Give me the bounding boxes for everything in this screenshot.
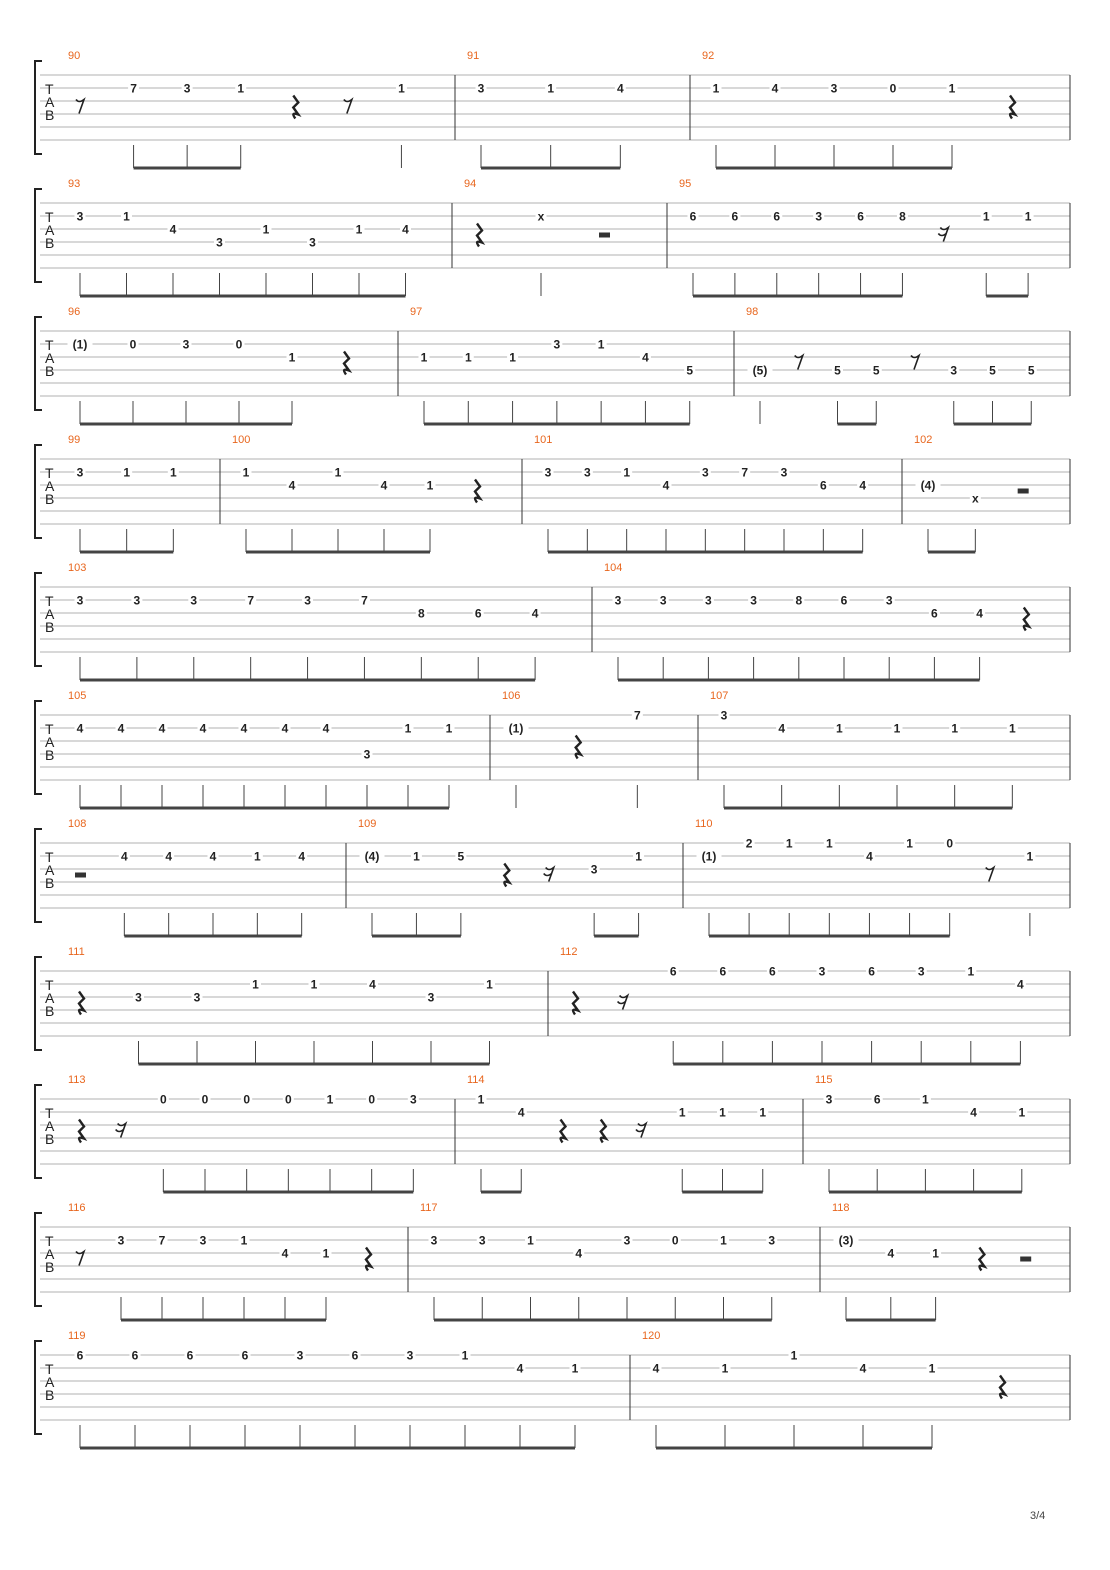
fret-number: 3 <box>477 81 485 96</box>
measure-number: 103 <box>68 562 87 574</box>
fret-number: 6 <box>351 1348 359 1363</box>
fret-number: 8 <box>795 593 803 608</box>
fret-number: 3 <box>304 593 311 608</box>
fret-number: 4 <box>1017 977 1024 992</box>
fret-number: 4 <box>970 1105 977 1120</box>
fret-number: 5 <box>872 363 880 378</box>
fret-number: 4 <box>281 1246 289 1261</box>
fret-number: 0 <box>671 1233 679 1248</box>
measure-number: 105 <box>68 690 87 702</box>
fret-number: 3 <box>199 1233 207 1248</box>
fret-number: 4 <box>380 478 388 493</box>
fret-number: 4 <box>322 721 330 736</box>
tab-clef-letter: A <box>45 606 55 622</box>
fret-number: 3 <box>135 990 142 1005</box>
measure-number: 91 <box>467 50 480 62</box>
fret-number: 1 <box>951 721 959 736</box>
measure-number: 90 <box>68 50 81 62</box>
fret-number: 1 <box>310 977 318 992</box>
measure-number: 118 <box>832 1202 850 1214</box>
fret-number: 1 <box>790 1348 798 1363</box>
fret-number: 3 <box>623 1233 631 1248</box>
fret-number: 1 <box>509 350 516 365</box>
measure-number: 108 <box>68 818 87 830</box>
fret-number: 0 <box>946 836 954 851</box>
fret-number: 0 <box>889 81 897 96</box>
measure-number: 92 <box>702 50 715 62</box>
fret-number: 3 <box>478 1233 486 1248</box>
tab-clef-letter: A <box>45 1246 55 1262</box>
fret-number: 1 <box>678 1105 686 1120</box>
measure-number: 99 <box>68 434 81 446</box>
eighth-rest <box>911 356 919 370</box>
fret-number: 8 <box>417 606 425 621</box>
half-rest <box>75 873 86 878</box>
fret-number: 4 <box>209 849 217 864</box>
fret-number: (1) <box>508 721 524 736</box>
fret-number: 8 <box>899 209 906 224</box>
quarter-rest <box>561 1120 566 1143</box>
measure-number: 106 <box>502 690 521 702</box>
fret-number: 3 <box>182 337 190 352</box>
tab-clef-letter: B <box>45 619 55 635</box>
measure-number: 101 <box>534 434 553 446</box>
fret-number: 3 <box>430 1233 438 1248</box>
quarter-rest <box>573 992 578 1015</box>
quarter-rest <box>504 864 509 887</box>
fret-number: 6 <box>773 209 781 224</box>
fret-number: 6 <box>131 1348 139 1363</box>
measure-number: 111 <box>68 946 85 958</box>
fret-number: 6 <box>719 964 727 979</box>
fret-number: 1 <box>922 1092 929 1107</box>
fret-number: 4 <box>531 606 539 621</box>
quarter-rest <box>79 1120 84 1143</box>
half-rest <box>1020 1257 1031 1262</box>
fret-number: 4 <box>169 222 177 237</box>
fret-number: 6 <box>186 1348 194 1363</box>
fret-number: 4 <box>662 478 670 493</box>
fret-number: 4 <box>771 81 779 96</box>
fret-number: 1 <box>404 721 412 736</box>
fret-number: 3 <box>76 593 84 608</box>
fret-number: 7 <box>158 1233 166 1248</box>
measure-number: 110 <box>695 818 713 830</box>
tab-clef-letter: B <box>45 747 55 763</box>
fret-number: 4 <box>642 350 649 365</box>
fret-number: 1 <box>906 836 913 851</box>
fret-number: 3 <box>750 593 757 608</box>
fret-number: 1 <box>237 81 245 96</box>
fret-number: 1 <box>712 81 720 96</box>
fret-number: 1 <box>464 350 472 365</box>
fret-number: 1 <box>240 1233 248 1248</box>
fret-number: 1 <box>835 721 843 736</box>
fret-number: 1 <box>527 1233 534 1248</box>
tab-clef-letter: T <box>45 209 54 225</box>
tab-clef-letter: A <box>45 862 55 878</box>
sixteenth-rest-flag <box>116 1130 124 1132</box>
fret-number: 1 <box>355 222 363 237</box>
fret-number: 3 <box>720 708 728 723</box>
fret-number: 1 <box>445 721 453 736</box>
tab-clef-letter: B <box>45 235 55 251</box>
fret-number: 1 <box>461 1348 469 1363</box>
fret-number: 4 <box>281 721 289 736</box>
tab-clef-letter: T <box>45 977 54 993</box>
fret-number: 4 <box>298 849 306 864</box>
fret-number: 0 <box>243 1092 251 1107</box>
fret-number: x <box>537 209 545 224</box>
fret-number: 3 <box>590 862 598 877</box>
fret-number: 1 <box>967 964 975 979</box>
fret-number: 6 <box>241 1348 249 1363</box>
fret-number: 3 <box>76 209 84 224</box>
fret-number: 3 <box>659 593 667 608</box>
fret-number: 1 <box>477 1092 485 1107</box>
fret-number: 3 <box>780 465 788 480</box>
fret-number: 3 <box>544 465 552 480</box>
fret-number: 3 <box>583 465 591 480</box>
fret-number: 2 <box>745 836 753 851</box>
fret-number: 5 <box>457 849 465 864</box>
quarter-rest <box>1000 1376 1005 1399</box>
fret-number: 5 <box>989 363 996 378</box>
fret-number: 3 <box>296 1348 304 1363</box>
fret-number: 0 <box>129 337 137 352</box>
fret-number: (4) <box>920 478 936 493</box>
fret-number: 3 <box>768 1233 776 1248</box>
fret-number: 0 <box>368 1092 376 1107</box>
fret-number: 1 <box>262 222 270 237</box>
fret-number: 5 <box>834 363 841 378</box>
fret-number: 6 <box>474 606 482 621</box>
eighth-rest <box>344 100 352 114</box>
fret-number: x <box>971 491 979 506</box>
fret-number: 1 <box>326 1092 334 1107</box>
fret-number: 6 <box>840 593 848 608</box>
tab-clef-letter: T <box>45 721 54 737</box>
fret-number: 4 <box>866 849 873 864</box>
quarter-rest <box>366 1248 371 1271</box>
measure-number: 95 <box>679 178 692 190</box>
fret-number: 1 <box>334 465 342 480</box>
tab-clef-letter: T <box>45 1233 54 1249</box>
fret-number: 4 <box>369 977 376 992</box>
fret-number: 4 <box>120 849 128 864</box>
fret-number: 3 <box>309 235 316 250</box>
fret-number: 3 <box>815 209 823 224</box>
measure-number: 116 <box>68 1202 86 1214</box>
tab-clef-letter: T <box>45 337 54 353</box>
fret-number: 3 <box>409 1092 417 1107</box>
fret-number: 4 <box>199 721 207 736</box>
fret-number: (5) <box>752 363 768 378</box>
fret-number: 1 <box>635 849 642 864</box>
fret-number: (4) <box>364 849 380 864</box>
fret-number: 3 <box>705 593 712 608</box>
eighth-rest <box>795 356 803 370</box>
fret-number: 4 <box>402 222 409 237</box>
fret-number: 4 <box>165 849 173 864</box>
fret-number: 6 <box>769 964 776 979</box>
fret-number: 1 <box>1018 1105 1026 1120</box>
tab-clef-letter: T <box>45 1361 54 1377</box>
fret-number: 3 <box>216 235 223 250</box>
fret-number: 4 <box>117 721 125 736</box>
measure-number: 109 <box>358 818 377 830</box>
fret-number: 4 <box>652 1361 660 1376</box>
fret-number: (1) <box>72 337 88 352</box>
eighth-rest <box>76 1252 84 1266</box>
tab-clef-letter: T <box>45 849 54 865</box>
fret-number: 3 <box>818 964 826 979</box>
tab-clef-letter: B <box>45 1387 55 1403</box>
sixteenth-rest-flag <box>636 1130 644 1132</box>
fret-number: 4 <box>575 1246 583 1261</box>
fret-number: 4 <box>516 1361 524 1376</box>
fret-number: 3 <box>363 747 371 762</box>
sixteenth-rest-flag <box>938 234 946 236</box>
fret-number: 3 <box>614 593 622 608</box>
fret-number: 1 <box>982 209 990 224</box>
fret-number: 6 <box>857 209 864 224</box>
tab-clef-letter: B <box>45 1003 55 1019</box>
tab-clef-letter: A <box>45 1374 55 1390</box>
fret-number: 1 <box>1008 721 1016 736</box>
fret-number: (3) <box>838 1233 854 1248</box>
fret-number: 7 <box>741 465 749 480</box>
measure-number: 120 <box>642 1330 661 1342</box>
fret-number: 1 <box>928 1361 936 1376</box>
page-number: 3/4 <box>1030 1510 1046 1522</box>
fret-number: 6 <box>868 964 875 979</box>
fret-number: 4 <box>778 721 786 736</box>
tab-clef-letter: T <box>45 81 54 97</box>
fret-number: 5 <box>686 363 694 378</box>
fret-number: 1 <box>322 1246 330 1261</box>
fret-number: 1 <box>486 977 493 992</box>
fret-number: 1 <box>420 350 428 365</box>
fret-number: 0 <box>284 1092 292 1107</box>
fret-number: 4 <box>859 478 867 493</box>
fret-number: 1 <box>825 836 833 851</box>
fret-number: 1 <box>413 849 420 864</box>
fret-number: 1 <box>948 81 956 96</box>
fret-number: 3 <box>917 964 925 979</box>
tab-clef-letter: A <box>45 990 55 1006</box>
fret-number: 1 <box>242 465 250 480</box>
measure-number: 100 <box>232 434 251 446</box>
fret-number: 1 <box>720 1233 727 1248</box>
measure-number: 96 <box>68 306 81 318</box>
tab-clef-letter: A <box>45 734 55 750</box>
fret-number: 1 <box>719 1105 726 1120</box>
fret-number: 4 <box>976 606 983 621</box>
fret-number: 1 <box>426 478 434 493</box>
tab-clef-letter: B <box>45 1259 55 1275</box>
fret-number: 6 <box>76 1348 84 1363</box>
quarter-rest <box>293 96 298 119</box>
tab-clef-letter: B <box>45 875 55 891</box>
fret-number: 1 <box>759 1105 767 1120</box>
fret-number: 3 <box>830 81 838 96</box>
fret-number: 7 <box>361 593 368 608</box>
fret-number: 3 <box>825 1092 833 1107</box>
fret-number: 3 <box>193 990 201 1005</box>
tab-clef-letter: A <box>45 1118 55 1134</box>
fret-number: 3 <box>701 465 709 480</box>
sixteenth-rest-flag <box>544 874 552 876</box>
fret-number: 4 <box>76 721 84 736</box>
fret-number: 3 <box>117 1233 125 1248</box>
fret-number: 7 <box>247 593 255 608</box>
tab-clef-letter: B <box>45 363 55 379</box>
fret-number: 4 <box>517 1105 525 1120</box>
fret-number: 0 <box>201 1092 209 1107</box>
measure-number: 115 <box>815 1074 833 1086</box>
measure-number: 102 <box>914 434 933 446</box>
fret-number: 1 <box>893 721 901 736</box>
fret-number: 7 <box>130 81 137 96</box>
fret-number: 4 <box>240 721 248 736</box>
measure-number: 97 <box>410 306 423 318</box>
fret-number: 6 <box>689 209 697 224</box>
measure-number: 112 <box>560 946 578 958</box>
fret-number: (1) <box>701 849 717 864</box>
fret-number: 0 <box>159 1092 167 1107</box>
measure-number: 119 <box>68 1330 86 1342</box>
measure-number: 114 <box>467 1074 485 1086</box>
fret-number: 7 <box>633 708 641 723</box>
fret-number: 3 <box>406 1348 414 1363</box>
fret-number: 6 <box>669 964 677 979</box>
fret-number: 6 <box>819 478 827 493</box>
tab-clef-letter: A <box>45 94 55 110</box>
fret-number: 3 <box>950 363 958 378</box>
tab-clef-letter: B <box>45 491 55 507</box>
half-rest <box>1018 489 1029 494</box>
fret-number: 3 <box>885 593 893 608</box>
fret-number: 3 <box>133 593 141 608</box>
fret-number: 4 <box>859 1361 867 1376</box>
fret-number: 1 <box>253 849 261 864</box>
fret-number: 4 <box>288 478 296 493</box>
fret-number: 3 <box>190 593 198 608</box>
quarter-rest <box>576 736 581 759</box>
fret-number: 1 <box>547 81 555 96</box>
fret-number: 1 <box>721 1361 729 1376</box>
fret-number: 6 <box>931 606 938 621</box>
tab-clef-letter: A <box>45 350 55 366</box>
fret-number: 4 <box>887 1246 895 1261</box>
measure-number: 117 <box>420 1202 438 1214</box>
tab-clef-letter: T <box>45 465 54 481</box>
fret-number: 1 <box>623 465 631 480</box>
measure-number: 93 <box>68 178 81 190</box>
quarter-rest <box>344 352 349 375</box>
tab-clef-letter: A <box>45 222 55 238</box>
measure-number: 113 <box>68 1074 86 1086</box>
quarter-rest <box>475 480 480 503</box>
fret-number: 3 <box>427 990 435 1005</box>
eighth-rest <box>986 868 994 882</box>
fret-number: 1 <box>398 81 405 96</box>
quarter-rest <box>979 1248 984 1271</box>
fret-number: 6 <box>731 209 739 224</box>
tab-clef-letter: T <box>45 593 54 609</box>
fret-number: 1 <box>123 209 130 224</box>
fret-number: 3 <box>183 81 191 96</box>
sixteenth-rest-flag <box>618 1002 626 1004</box>
quarter-rest <box>1024 608 1029 631</box>
measure-number: 107 <box>710 690 729 702</box>
fret-number: 1 <box>571 1361 579 1376</box>
tab-clef-letter: T <box>45 1105 54 1121</box>
fret-number: 1 <box>252 977 259 992</box>
fret-number: 4 <box>616 81 624 96</box>
measure-number: 98 <box>746 306 759 318</box>
fret-number: 1 <box>932 1246 939 1261</box>
eighth-rest <box>76 100 84 114</box>
fret-number: 6 <box>873 1092 881 1107</box>
quarter-rest <box>477 224 482 247</box>
fret-number: 1 <box>169 465 177 480</box>
quarter-rest <box>601 1120 606 1143</box>
fret-number: 4 <box>158 721 166 736</box>
quarter-rest <box>1010 96 1015 119</box>
fret-number: 3 <box>553 337 561 352</box>
measure-number: 94 <box>464 178 477 190</box>
quarter-rest <box>79 992 84 1015</box>
tab-clef-letter: A <box>45 478 55 494</box>
tab-clef-letter: B <box>45 107 55 123</box>
fret-number: 5 <box>1027 363 1035 378</box>
fret-number: 0 <box>235 337 243 352</box>
fret-number: 1 <box>123 465 131 480</box>
half-rest <box>599 233 610 238</box>
fret-number: 1 <box>288 350 296 365</box>
tab-clef-letter: B <box>45 1131 55 1147</box>
fret-number: 1 <box>785 836 793 851</box>
fret-number: 1 <box>1024 209 1032 224</box>
fret-number: 3 <box>76 465 84 480</box>
fret-number: 1 <box>597 337 605 352</box>
fret-number: 1 <box>1026 849 1034 864</box>
measure-number: 104 <box>604 562 623 574</box>
